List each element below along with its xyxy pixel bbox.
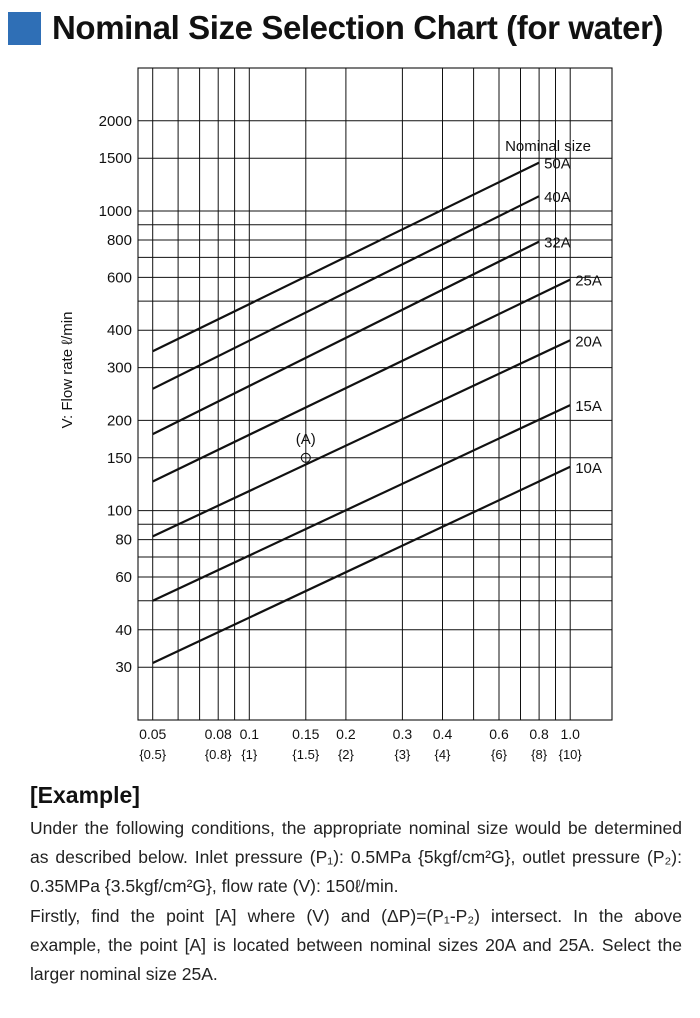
series-label-25A: 25A — [575, 272, 602, 290]
y-tick-label: 1500 — [98, 150, 132, 168]
x-tick-label: 0.15 — [292, 726, 320, 742]
example-heading: [Example] — [30, 782, 140, 808]
x-tick-label: 0.8 — [529, 726, 549, 742]
y-tick-label: 150 — [106, 449, 132, 467]
x-tick-sublabel: {2} — [337, 747, 354, 762]
y-tick-label: 100 — [106, 502, 132, 520]
y-tick-label: 600 — [106, 269, 132, 287]
series-label-20A: 20A — [575, 333, 602, 351]
series-line-10A — [153, 467, 571, 663]
series-label-10A: 10A — [575, 459, 602, 477]
x-tick-sublabel: {8} — [531, 747, 548, 762]
x-tick-label: 0.05 — [139, 726, 167, 742]
example-paragraph-2: Firstly, find the point [A] where (V) and (ΔP)=(P₁-P₂) intersect. In the above example, the point [A] is located between nominal sizes 20A and 25A. Select the larger nominal size 25A. — [30, 905, 682, 985]
y-tick-label: 1000 — [98, 203, 132, 220]
x-tick-label: 0.4 — [432, 726, 453, 742]
y-tick-label: 300 — [106, 359, 132, 377]
y-axis-label: V: Flow rate ℓ/min — [59, 311, 76, 429]
y-tick-label: 200 — [106, 412, 132, 430]
x-tick-sublabel: {3} — [394, 747, 411, 762]
x-tick-label: 0.6 — [489, 726, 509, 742]
x-tick-sublabel: {4} — [434, 747, 451, 762]
example-body — [30, 814, 682, 989]
series-label-50A: 50A — [544, 155, 571, 173]
x-tick-sublabel: {0.8} — [204, 747, 232, 762]
series-label-32A: 32A — [544, 234, 571, 252]
chart-grid — [138, 68, 612, 720]
x-tick-label: 0.3 — [392, 726, 413, 742]
series-line-15A — [153, 405, 571, 601]
x-tick-sublabel: {1.5} — [292, 747, 320, 762]
x-tick-label: 0.2 — [336, 726, 356, 742]
series-label-15A: 15A — [575, 398, 602, 416]
y-tick-label: 40 — [115, 621, 132, 639]
y-tick-label: 30 — [115, 659, 132, 677]
chart-series — [153, 163, 571, 663]
x-tick-sublabel: {0.5} — [139, 747, 167, 762]
chart-frame — [138, 68, 612, 720]
x-tick-sublabel: {6} — [491, 747, 507, 762]
example-paragraph-1: Under the following conditions, the appropriate nominal size would be determined as described below. Inlet pressure (P₁): 0.5MPa {5kgf/cm²G}, outlet pressure (P₂): 0.35MPa {3.5kgf/cm²G}, flow rate (V): 150ℓ/min. — [30, 818, 682, 897]
x-tick-label: 0.08 — [204, 726, 232, 742]
series-line-20A — [153, 340, 571, 536]
y-tick-label: 60 — [115, 569, 132, 586]
point-a-label: (A) — [295, 430, 316, 448]
x-tick-sublabel: {1} — [241, 747, 258, 762]
y-tick-label: 800 — [106, 232, 132, 249]
series-label-40A: 40A — [544, 189, 571, 207]
y-tick-label: 2000 — [98, 112, 132, 130]
series-line-25A — [153, 280, 571, 482]
x-tick-label: 1.0 — [560, 726, 580, 742]
y-tick-label: 400 — [106, 322, 132, 340]
y-tick-label: 80 — [115, 531, 132, 549]
x-tick-sublabel: {10} — [558, 747, 582, 762]
x-tick-label: 0.1 — [239, 726, 260, 742]
page-title: Nominal Size Selection Chart (for water) — [52, 9, 664, 46]
legend-title: Nominal size — [505, 138, 591, 155]
